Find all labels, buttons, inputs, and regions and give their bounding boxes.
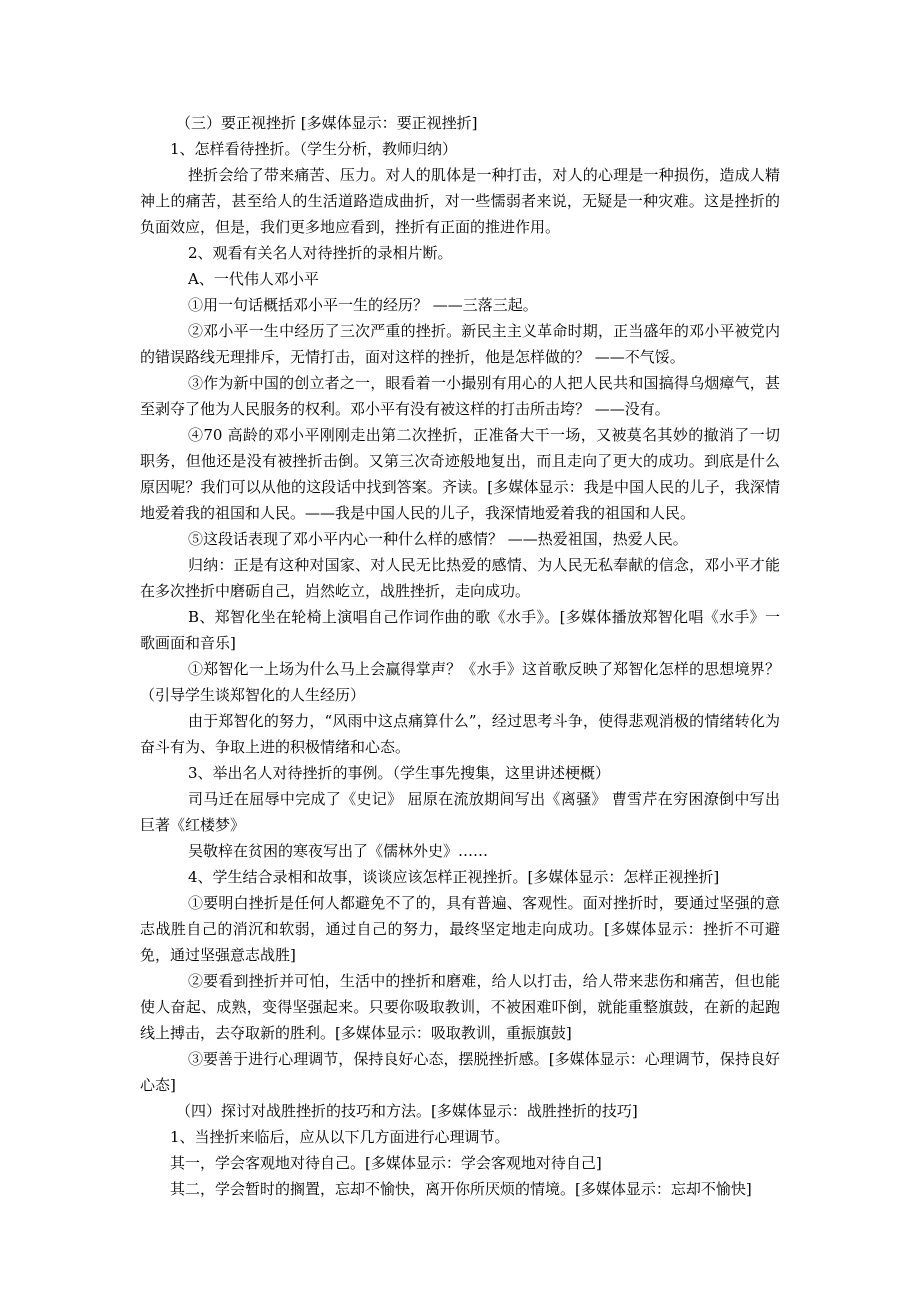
section-heading-4: （四）探讨对战胜挫折的技巧和方法。[多媒体显示：战胜挫折的技巧]	[176, 1102, 638, 1120]
paragraph: ②邓小平一生中经历了三次严重的挫折。新民主主义革命时期，正当盛年的邓小平被党内的错误路线无理排斥，无情打击，面对这样的挫折，他是怎样做的？ ——不气馁。	[140, 322, 780, 366]
paragraph: ⑤这段话表现了邓小平内心一种什么样的感情？ ——热爱祖国，热爱人民。	[188, 530, 688, 548]
paragraph: 由于郑智化的努力，“风雨中这点痛算什么”，经过思考斗争，使得悲观消极的情绪转化为奋斗有为、争取上进的积极情绪和心态。	[140, 712, 780, 756]
paragraph: ③作为新中国的创立者之一，眼看着一小撮别有用心的人把人民共和国搞得乌烟瘴气，甚至剥夺了他为人民服务的权利。邓小平有没有被这样的打击所击垮？ ——没有。	[140, 374, 780, 418]
paragraph: ①郑智化一上场为什么马上会赢得掌声？《水手》这首歌反映了郑智化怎样的思想境界？（引导学生谈郑智化的人生经历）	[140, 660, 780, 704]
paragraph: 2、观看有关名人对待挫折的录相片断。	[188, 244, 453, 262]
paragraph: ①要明白挫折是任何人都避免不了的，具有普遍、客观性。面对挫折时，要通过坚强的意志战胜自己的消沉和软弱，通过自己的努力，最终坚定地走向成功。[多媒体显示：挫折不可避免，通过坚强意志战胜]	[140, 894, 780, 964]
paragraph: 4、学生结合录相和故事，谈谈应该怎样正视挫折。[多媒体显示：怎样正视挫折]	[188, 868, 720, 886]
paragraph: B、郑智化坐在轮椅上演唱自己作词作曲的歌《水手》。[多媒体播放郑智化唱《水手》一歌画面和音乐]	[140, 608, 780, 652]
paragraph: 3、举出名人对待挫折的事例。（学生事先搜集，这里讲述梗概）	[188, 764, 611, 782]
paragraph: ③要善于进行心理调节，保持良好心态，摆脱挫折感。[多媒体显示：心理调节，保持良好心态]	[140, 1050, 780, 1094]
paragraph: A、一代伟人邓小平	[188, 270, 319, 288]
paragraph: ②要看到挫折并可怕，生活中的挫折和磨难，给人以打击，给人带来悲伤和痛苦，但也能使人奋起、成熟，变得坚强起来。只要你吸取教训，不被困难吓倒，就能重整旗鼓，在新的起跑线上搏击，去夺取新的胜利。[多媒体显示：吸取教训，重振旗鼓]	[140, 972, 780, 1042]
paragraph: 挫折会给了带来痛苦、压力。对人的肌体是一种打击，对人的心理是一种损伤，造成人精神上的痛苦，甚至给人的生活道路造成曲折，对一些懦弱者来说，无疑是一种灾难。这是挫折的负面效应，但是，我们更多地应看到，挫折有正面的推进作用。	[140, 166, 780, 236]
paragraph: 其二，学会暂时的搁置，忘却不愉快，离开你所厌烦的情境。[多媒体显示：忘却不愉快]	[170, 1180, 752, 1198]
paragraph: 1、当挫折来临后，应从以下几方面进行心理调节。	[170, 1128, 510, 1146]
paragraph: ①用一句话概括邓小平一生的经历？ ——三落三起。	[188, 296, 538, 314]
document-body	[140, 110, 780, 1202]
paragraph: 归纳：正是有这种对国家、对人民无比热爱的感情、为人民无私奉献的信念，邓小平才能在多次挫折中磨砺自己，岿然屹立，战胜挫折，走向成功。	[140, 556, 780, 600]
paragraph: 1、怎样看待挫折。（学生分析，教师归纳）	[170, 140, 458, 158]
section-heading-3: （三）要正视挫折 [多媒体显示：要正视挫折]	[176, 114, 478, 132]
paragraph: 其一，学会客观地对待自己。[多媒体显示：学会客观地对待自己]	[170, 1154, 602, 1172]
paragraph: 司马迁在屈辱中完成了《史记》 屈原在流放期间写出《离骚》 曹雪芹在穷困潦倒中写出巨著《红楼梦》	[140, 790, 780, 834]
paragraph: 吴敬梓在贫困的寒夜写出了《儒林外史》……	[188, 842, 489, 860]
paragraph: ④70 高龄的邓小平刚刚走出第二次挫折，正准备大干一场，又被莫名其妙的撤消了一切职务，但他还是没有被挫折击倒。又第三次奇迹般地复出，而且走向了更大的成功。到底是什么原因呢？我们可以从他的这段话中找到答案。齐读。[多媒体显示：我是中国人民的儿子，我深情地爱着我的祖国和人民。——我是中国人民的儿子，我深情地爱着我的祖国和人民。	[140, 426, 780, 522]
